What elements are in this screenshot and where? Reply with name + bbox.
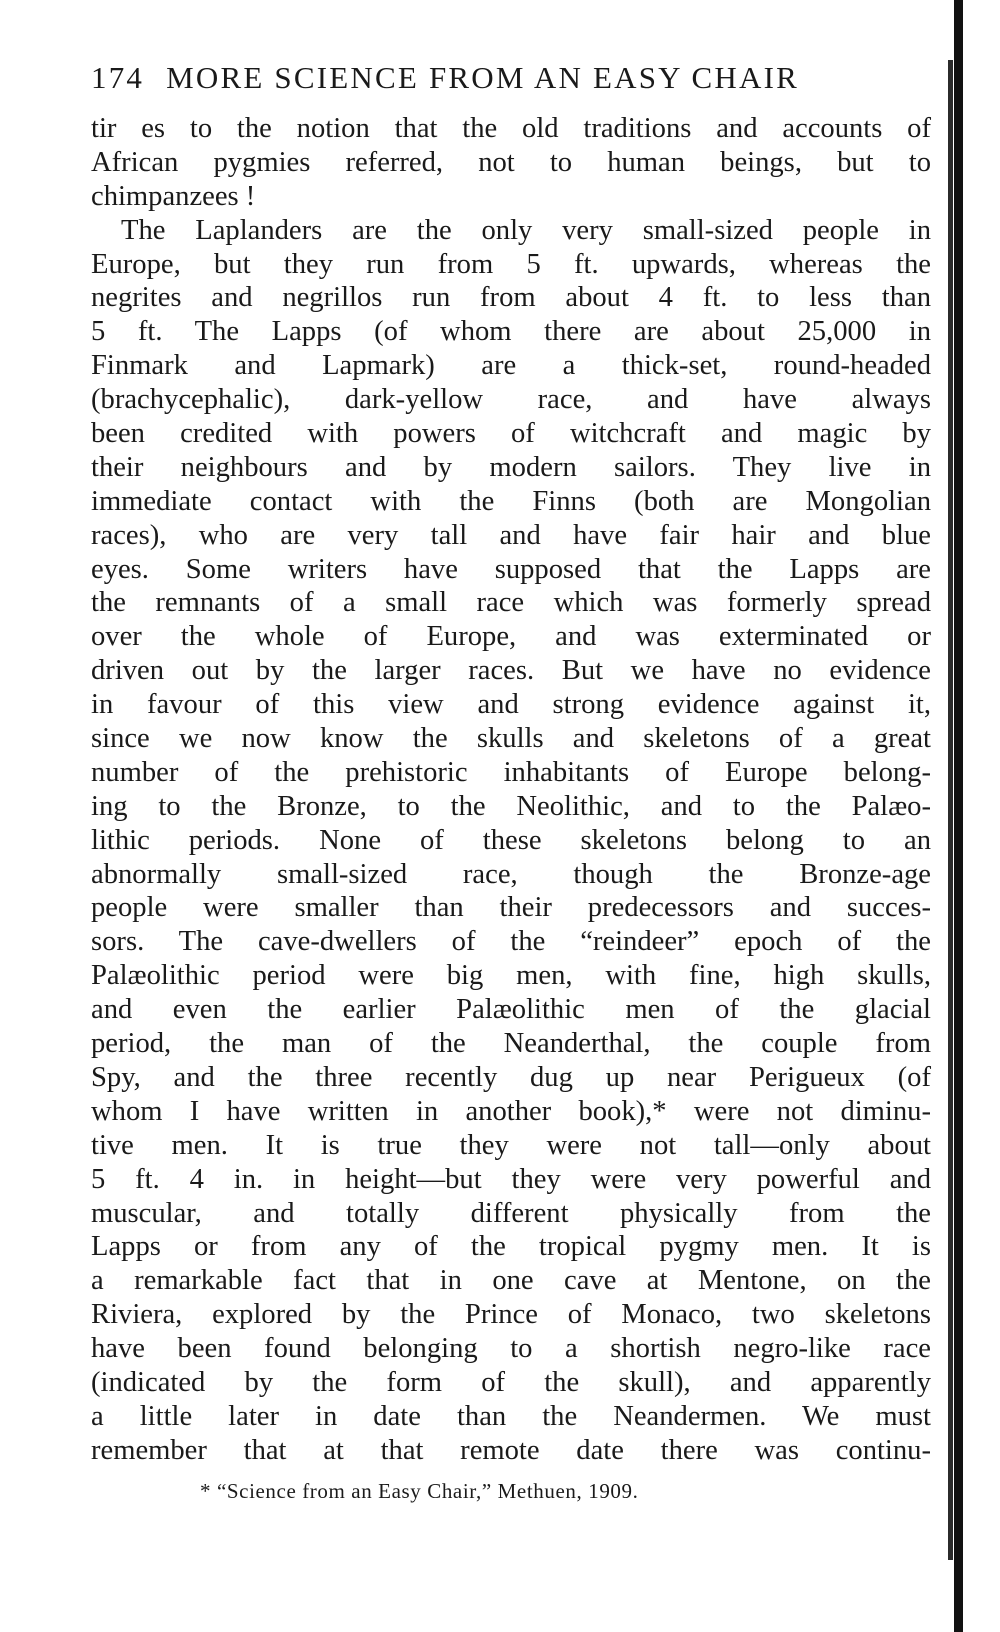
text-line: whom I have written in another book),* were not diminu- [91,1095,931,1127]
page-number: 174 [91,60,145,95]
text-line: African pygmies referred, not to human beings, but to [91,146,931,178]
text-line: number of the prehistoric inhabitants of Europe belong- [91,756,931,788]
scan-edge-shadow [954,0,963,1632]
text-line: remember that at that remote date there was continu- [91,1434,931,1466]
text-line: Spy, and the three recently dug up near Perigueux (of [91,1061,931,1093]
text-line: Europe, but they run from 5 ft. upwards, whereas the [91,248,931,280]
text-line: eyes. Some writers have supposed that the Lapps are [91,553,931,585]
text-line: Lapps or from any of the tropical pygmy men. It is [91,1231,931,1263]
text-line: lithic periods. None of these skeletons belong to an [91,824,931,856]
text-line: tive men. It is true they were not tall—only about [91,1129,931,1161]
running-header [91,60,931,96]
text-line: in favour of this view and strong evidence against it, [91,689,931,721]
text-line: over the whole of Europe, and was exterminated or [91,621,931,653]
text-line: 5 ft. 4 in. in height—but they were very powerful and [91,1163,931,1195]
footnote: * “Science from an Easy Chair,” Methuen, 1909. [200,1479,639,1503]
text-line: The Laplanders are the only very small-sized people in [121,214,931,246]
text-line: abnormally small-sized race, though the Bronze-age [91,858,931,890]
text-line: have been found belonging to a shortish negro-like race [91,1333,931,1365]
text-line: tir es to the notion that the old traditions and accounts of [91,113,931,144]
text-line: immediate contact with the Finns (both are Mongolian [91,485,931,517]
text-line: chimpanzees ! [91,180,256,212]
body-text [91,112,931,1468]
text-line: their neighbours and by modern sailors. They live in [91,451,931,483]
running-title: MORE SCIENCE FROM AN EASY CHAIR [166,60,799,95]
scan-edge-shadow-inner [948,60,953,1560]
text-line: a remarkable fact that in one cave at Mentone, on the [91,1265,931,1297]
text-line: sors. The cave-dwellers of the “reindeer” epoch of the [91,926,931,958]
text-line: races), who are very tall and have fair hair and blue [91,519,931,551]
text-line: since we now know the skulls and skeletons of a great [91,723,931,755]
text-line: ing to the Bronze, to the Neolithic, and to the Palæo- [91,790,931,822]
text-line: 5 ft. The Lapps (of whom there are about 25,000 in [91,316,931,348]
text-line: a little later in date than the Neandermen. We must [91,1400,931,1432]
text-line: (brachycephalic), dark-yellow race, and have always [91,384,931,416]
text-line: Palæolithic period were big men, with fine, high skulls, [91,960,931,992]
text-line: negrites and negrillos run from about 4 ft. to less than [91,282,931,314]
text-line: muscular, and totally different physically from the [91,1197,931,1229]
text-line: driven out by the larger races. But we have no evidence [91,655,931,687]
text-line: the remnants of a small race which was formerly spread [91,587,931,619]
text-line: been credited with powers of witchcraft and magic by [91,418,931,450]
text-line: and even the earlier Palæolithic men of the glacial [91,994,931,1026]
text-line: period, the man of the Neanderthal, the couple from [91,1028,931,1060]
text-line: Finmark and Lapmark) are a thick-set, round-headed [91,350,931,382]
text-line: (indicated by the form of the skull), and apparently [91,1366,931,1398]
text-line: Riviera, explored by the Prince of Monaco, two skeletons [91,1299,931,1331]
text-line: people were smaller than their predecessors and succes- [91,892,931,924]
